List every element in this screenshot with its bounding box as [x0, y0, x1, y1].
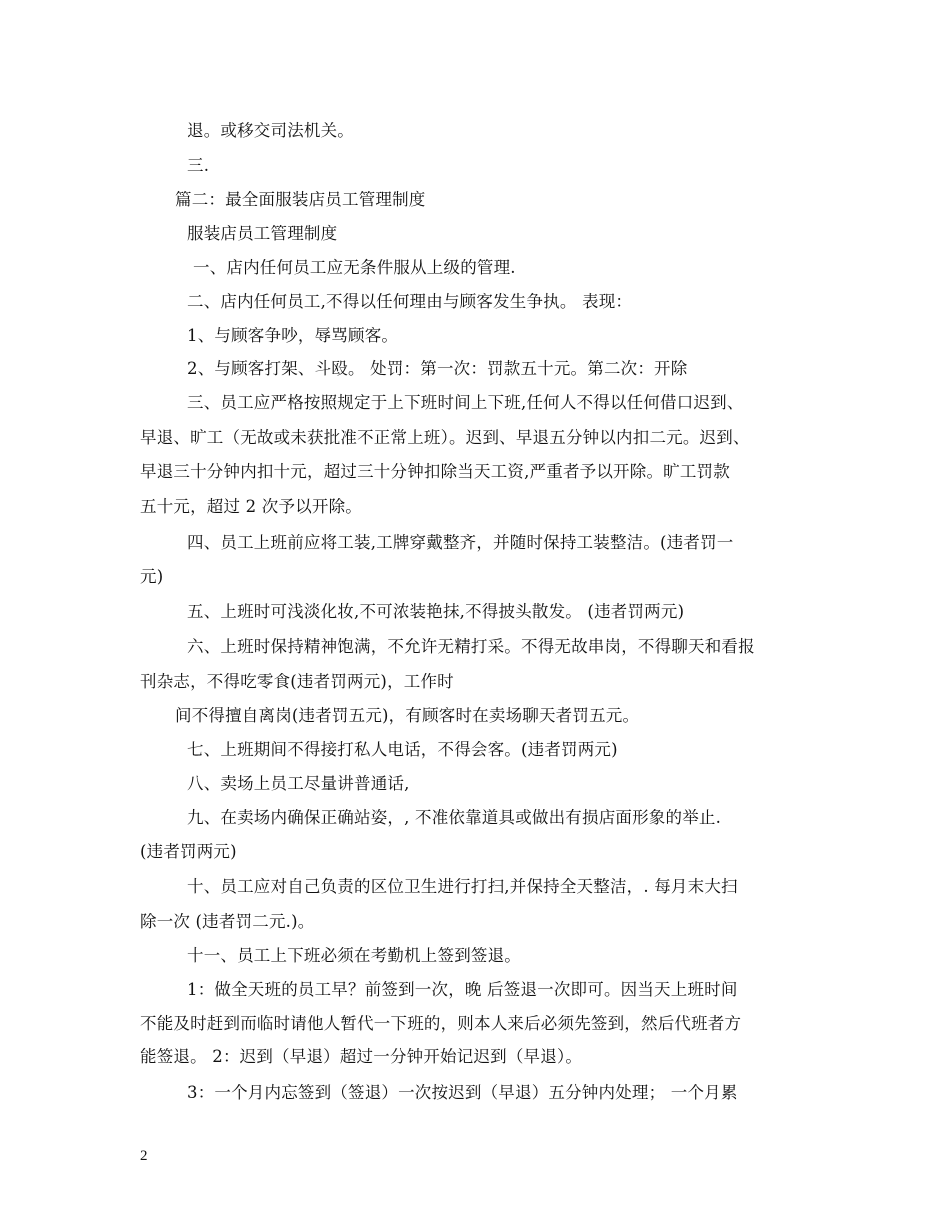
text-line: 刊杂志，不得吃零食(违者罚两元)，工作时: [140, 672, 454, 691]
text-line: 3：一个月内忘签到（签退）一次按迟到（早退）五分钟内处理； 一个月累: [187, 1083, 738, 1102]
text-line: 一、店内任何员工应无条件服从上级的管理.: [193, 258, 516, 277]
text-line: 早退、旷工（无故或未获批准不正常上班）。迟到、早退五分钟以内扣二元。迟到、: [140, 428, 750, 447]
text-line: 三、员工应严格按照规定于上下班时间上下班,任何人不得以任何借口迟到、: [187, 393, 744, 412]
text-line: 早退三十分钟内扣十元，超过三十分钟扣除当天工资,严重者予以开除。旷工罚款: [140, 462, 730, 481]
text-line: 五、上班时可浅淡化妆,不可浓装艳抹,不得披头散发。 (违者罚两元): [187, 602, 685, 621]
text-line: 2、与顾客打架、斗殴。 处罚：第一次：罚款五十元。第二次：开除: [187, 359, 688, 378]
text-line: 间不得擅自离岗(违者罚五元)，有顾客时在卖场聊天者罚五元。: [175, 706, 640, 725]
text-line: 除一次 (违者罚二元.)。: [140, 912, 315, 931]
text-line: (违者罚两元): [140, 842, 237, 861]
text-line: 十、员工应对自己负责的区位卫生进行打扫,并保持全天整洁，. 每月末大扫: [187, 877, 738, 896]
text-line: 元): [140, 567, 164, 586]
text-line: 1、与顾客争吵，辱骂顾客。: [187, 326, 399, 345]
text-line: 四、员工上班前应将工装,工牌穿戴整齐，并随时保持工装整洁。(违者罚一: [187, 533, 734, 552]
text-line: 不能及时赶到而临时请他人暂代一下班的，则本人来后必须先签到，然后代班者方: [140, 1014, 742, 1033]
text-line: 十一、员工上下班必须在考勤机上签到签退。: [187, 946, 521, 965]
section-heading: 篇二：最全面服装店员工管理制度: [175, 190, 426, 209]
text-line: 能签退。 2：迟到（早退）超过一分钟开始记迟到（早退）。: [140, 1047, 583, 1066]
text-line: 三.: [187, 156, 210, 175]
text-line: 七、上班期间不得接打私人电话，不得会客。(违者罚两元): [187, 740, 618, 759]
document-title: 服装店员工管理制度: [187, 224, 338, 243]
text-line: 1：做全天班的员工早？前签到一次，晚 后签退一次即可。因当天上班时间: [187, 980, 738, 999]
text-line: 六、上班时保持精神饱满，不允许无精打采。不得无故串岗，不得聊天和看报: [187, 637, 755, 656]
text-line: 九、在卖场内确保正确站姿，, 不准依靠道具或做出有损店面形象的举止.: [187, 808, 722, 827]
text-line: 退。或移交司法机关。: [187, 121, 354, 140]
text-line: 二、店内任何员工,不得以任何理由与顾客发生争执。 表现：: [187, 292, 633, 311]
page-number: 2: [140, 1148, 148, 1164]
text-line: 八、卖场上员工尽量讲普通话,: [187, 774, 410, 793]
text-line: 五十元，超过 2 次予以开除。: [140, 497, 362, 516]
